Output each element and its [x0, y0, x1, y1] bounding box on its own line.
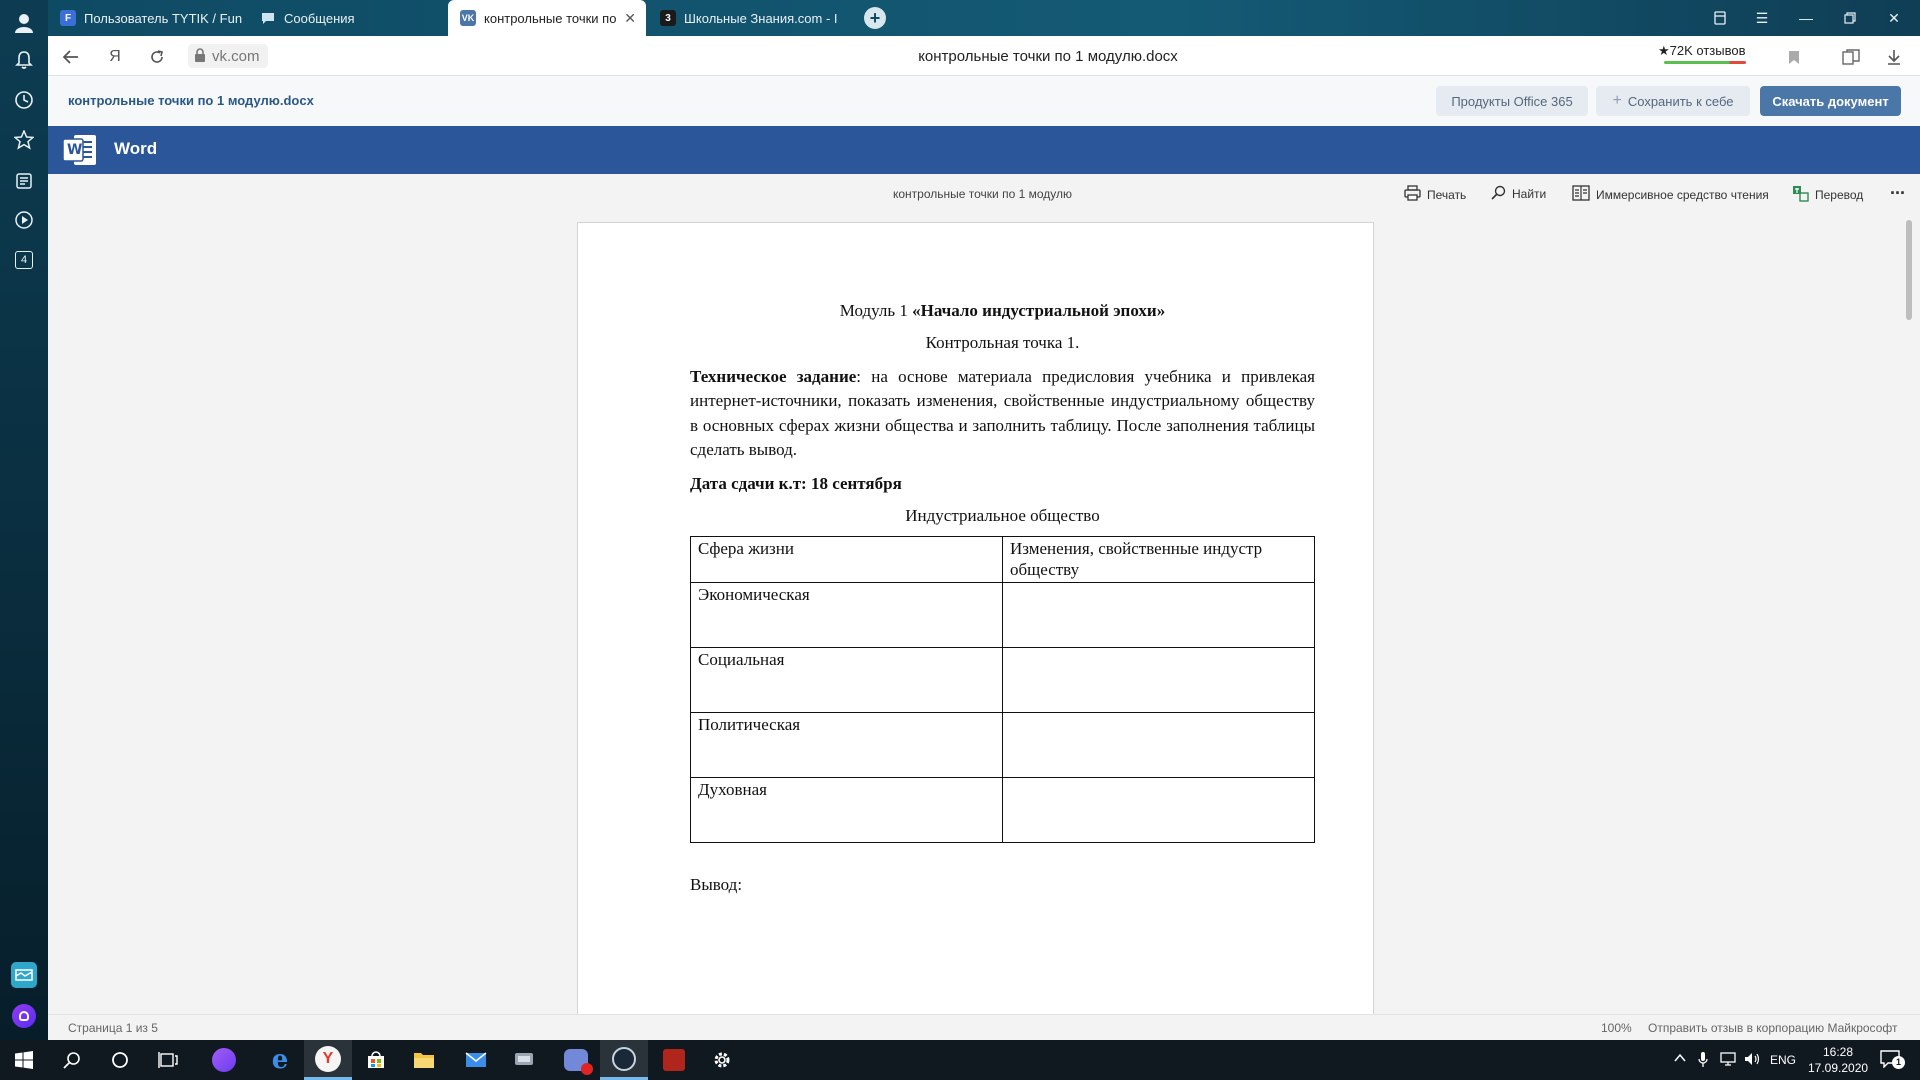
page-title: контрольные точки по 1 модулю.docx — [918, 47, 1178, 65]
file-explorer-icon[interactable] — [400, 1040, 448, 1080]
conclusion-label: Вывод: — [690, 874, 743, 894]
table-cell-changes — [1003, 582, 1315, 647]
tab-document-active[interactable] — [448, 0, 646, 36]
reader-mode-icon[interactable] — [1840, 46, 1862, 68]
back-button[interactable] — [60, 46, 82, 68]
task-label: Техническое задание — [690, 367, 857, 387]
table-row — [691, 647, 1315, 712]
translate-label: Перевод — [1815, 188, 1864, 202]
yandex-browser-icon[interactable]: Y — [304, 1040, 352, 1080]
browser-sidebar — [0, 0, 48, 1040]
search-icon[interactable] — [48, 1040, 96, 1080]
reviews-text: ★72K отзывов — [1658, 43, 1746, 58]
tab-label: Школьные Знания.com - I — [684, 10, 838, 26]
messages-favicon-icon — [260, 10, 276, 26]
tab-label: Пользователь TYTIK / Fun — [84, 10, 243, 26]
tab-messages[interactable] — [248, 0, 444, 36]
page-count: Страница 1 из 5 — [68, 1021, 158, 1035]
table-title: Индустриальное общество — [905, 505, 1100, 525]
network-app-icon[interactable] — [500, 1040, 548, 1080]
table-row — [691, 582, 1315, 647]
save-to-mine-button[interactable] — [1596, 86, 1750, 116]
collections-icon[interactable] — [11, 167, 37, 193]
lock-icon — [194, 48, 206, 67]
printer-icon — [1404, 185, 1427, 204]
table-cell-sphere: Экономическая — [691, 582, 1003, 647]
plus-icon: + — [1612, 92, 1622, 109]
immersive-reader-icon — [1572, 185, 1596, 204]
mail-icon[interactable] — [452, 1040, 500, 1080]
funpay-favicon-icon: F — [60, 10, 76, 26]
history-icon[interactable] — [11, 87, 37, 113]
life-spheres-table — [690, 536, 1315, 843]
office-products-button[interactable]: Продукты Office 365 — [1436, 86, 1588, 116]
module-name: «Начало индустриальной эпохи» — [912, 301, 1166, 320]
immersive-reader-button[interactable] — [1572, 185, 1769, 204]
yandex-home-button[interactable]: Я — [109, 48, 121, 65]
clock-time: 16:28 — [1822, 1045, 1854, 1059]
clock-date: 17.09.2020 — [1808, 1061, 1869, 1075]
table-header-row — [691, 537, 1315, 583]
word-logo-icon[interactable] — [62, 133, 98, 167]
alice-taskbar-icon[interactable] — [200, 1040, 248, 1080]
settings-gear-icon[interactable] — [698, 1040, 746, 1080]
tab-znania[interactable] — [648, 0, 844, 36]
reviews-badge[interactable] — [1658, 43, 1746, 59]
reload-icon[interactable] — [146, 46, 168, 68]
table-cell-sphere: Социальная — [691, 647, 1003, 712]
star-icon[interactable] — [11, 127, 37, 153]
status-bar — [48, 1014, 1920, 1040]
translate-button[interactable] — [1792, 185, 1863, 205]
document-page — [577, 222, 1374, 1014]
table-cell-changes — [1003, 647, 1315, 712]
restore-icon[interactable] — [1840, 8, 1860, 28]
bell-icon[interactable] — [11, 47, 37, 73]
cortana-icon[interactable] — [96, 1040, 144, 1080]
discord-icon[interactable] — [552, 1040, 600, 1080]
document-canvas — [48, 214, 1920, 1014]
volume-icon[interactable] — [1744, 1052, 1762, 1069]
store-icon[interactable] — [352, 1040, 400, 1080]
tab-strip — [48, 0, 1920, 36]
table-cell-changes — [1003, 777, 1315, 842]
windows-taskbar — [0, 1040, 1920, 1080]
due-date: Дата сдачи к.т: 18 сентября — [690, 473, 902, 493]
vertical-scrollbar[interactable] — [1906, 220, 1912, 320]
steam-icon[interactable] — [600, 1040, 648, 1080]
edge-icon[interactable]: e — [271, 1045, 289, 1075]
menu-icon[interactable]: ☰ — [1755, 9, 1769, 26]
tray-chevron-icon[interactable] — [1674, 1052, 1686, 1066]
network-icon[interactable] — [1720, 1052, 1736, 1069]
print-label: Печать — [1427, 187, 1467, 202]
tab-label: Сообщения — [284, 10, 355, 26]
badge-count-icon[interactable] — [11, 247, 37, 273]
more-options-icon[interactable]: ... — [1890, 178, 1906, 198]
translate-icon — [1792, 185, 1815, 205]
alice-icon[interactable] — [11, 1003, 37, 1029]
sidebar-badge: 4 — [15, 251, 33, 269]
new-tab-button[interactable]: + — [864, 7, 886, 29]
clock[interactable] — [1808, 1044, 1868, 1076]
table-header-cell: Изменения, свойственные индустр обществу — [1003, 537, 1315, 583]
save-button-label: Сохранить к себе — [1627, 93, 1734, 109]
checkpoint-heading: Контрольная точка 1. — [925, 333, 1080, 353]
url-field[interactable] — [188, 44, 268, 68]
immersive-reader-label: Иммерсивное средство чтения — [1596, 187, 1769, 202]
task-view-icon[interactable] — [144, 1040, 192, 1080]
tab-funpay[interactable] — [48, 0, 246, 36]
table-cell-sphere: Духовная — [691, 777, 1003, 842]
document-body — [690, 299, 1315, 897]
znania-favicon-icon: 3 — [660, 10, 676, 26]
notifications-icon[interactable] — [1880, 1050, 1900, 1071]
microphone-icon[interactable] — [1698, 1052, 1708, 1071]
url-text: vk.com — [212, 47, 260, 65]
zoom-level[interactable]: 100% — [1601, 1021, 1632, 1035]
download-icon[interactable] — [1883, 46, 1905, 68]
word-app-name: Word — [114, 139, 158, 158]
tab-label: контрольные точки по — [484, 10, 617, 26]
word-logo-letter: W — [67, 142, 83, 158]
document-link[interactable]: контрольные точки по 1 модулю.docx — [68, 93, 314, 108]
word-app-bar — [48, 126, 1920, 174]
module-heading — [690, 299, 1315, 323]
close-tab-icon[interactable]: ✕ — [624, 10, 636, 26]
task-text: : на основе материала предисловия учебника и привлекая интернет-источники, показать изменения, свойственные индустриальному обществу в основных сферах жизни общества и заполнить таблицу. После заполнения таблицы сделать вывод. — [690, 367, 1315, 459]
dota-icon[interactable] — [650, 1040, 698, 1080]
table-cell-sphere: Политическая — [691, 712, 1003, 777]
viewer-toolbar — [48, 174, 1920, 214]
close-window-icon[interactable]: ✕ — [1888, 9, 1900, 26]
print-button[interactable] — [1404, 185, 1466, 204]
messenger-icon[interactable] — [11, 962, 37, 988]
language-indicator[interactable]: ENG — [1770, 1053, 1797, 1067]
document-title: контрольные точки по 1 модулю — [893, 187, 1073, 201]
vk-doc-header — [48, 76, 1920, 126]
bookmark-icon[interactable] — [1783, 46, 1805, 68]
download-document-button[interactable]: Скачать документ — [1760, 86, 1901, 116]
table-row — [691, 712, 1315, 777]
rating-bar — [1664, 61, 1746, 64]
find-label: Найти — [1512, 187, 1547, 201]
vk-favicon-icon: VK — [460, 10, 476, 26]
address-bar — [48, 36, 1920, 76]
feedback-link[interactable]: Отправить отзыв в корпорацию Майкрософт — [1648, 1021, 1898, 1035]
minimize-icon[interactable]: — — [1799, 10, 1813, 26]
windows-start-icon[interactable] — [0, 1040, 48, 1080]
table-header-cell: Сфера жизни — [691, 537, 1003, 583]
table-cell-changes — [1003, 712, 1315, 777]
notification-count: 1 — [1892, 1056, 1905, 1069]
find-button[interactable] — [1491, 185, 1546, 203]
play-icon[interactable] — [11, 207, 37, 233]
profile-icon[interactable] — [11, 10, 37, 36]
search-icon — [1491, 185, 1512, 203]
task-paragraph — [690, 365, 1315, 462]
module-prefix: Модуль 1 — [839, 301, 913, 320]
table-row — [691, 777, 1315, 842]
tab-manager-icon[interactable] — [1710, 8, 1730, 28]
